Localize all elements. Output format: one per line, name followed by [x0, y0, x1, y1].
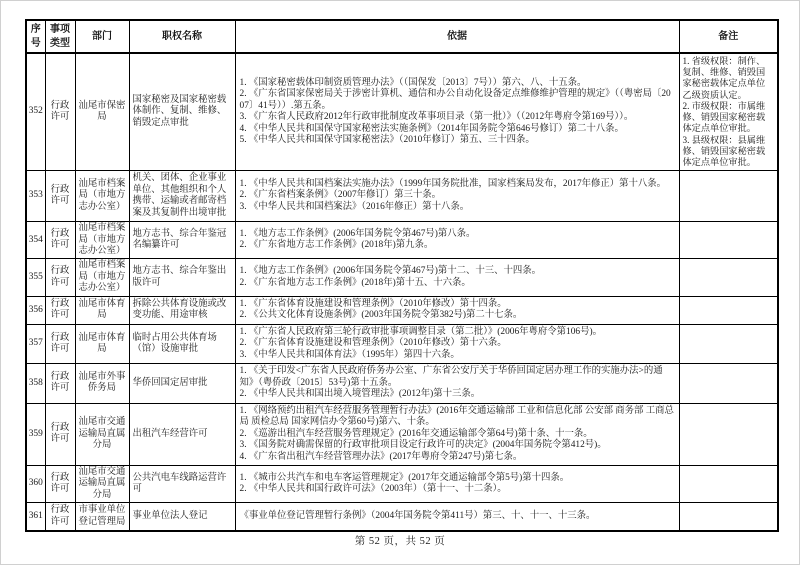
table-row	[26, 364, 778, 403]
cell-department: 汕尾市交通运输局直属分局	[75, 403, 129, 465]
cell-legal-basis	[235, 324, 679, 363]
cell-remarks	[679, 364, 778, 403]
cell-item-type: 行政许可	[45, 364, 75, 403]
cell-remarks-item: 1. 省级权限：制作、复制、维修、销毁国家秘密载体定点单位乙级资质认定。	[682, 56, 766, 100]
table-row	[26, 296, 778, 324]
cell-item-type: 行政许可	[45, 324, 75, 363]
cell-item-type: 行政许可	[45, 296, 75, 324]
cell-authority-name: 事业单位法人登记	[129, 503, 235, 531]
cell-legal-basis-item: 1. 《中华人民共和国档案法实施办法》（1999年国务院批准，国家档案局发布，2017年修正）第十八条。	[239, 178, 667, 189]
table-row	[26, 403, 778, 465]
permits-table	[25, 19, 779, 532]
cell-legal-basis-item: 4. 《广东省出租汽车经营管理办法》(2017年粤府令第247号)第七条。	[239, 451, 523, 462]
cell-remarks	[679, 222, 778, 259]
cell-legal-basis-item: 1. 《关于印发<广东省人民政府侨务办公室、广东省公安厅关于华侨回国定居办理工作的实施办法>的通知》（粤侨政〔2015〕53号)第十五条。	[239, 366, 663, 388]
cell-item-type: 行政许可	[45, 403, 75, 465]
cell-remarks-item: 2. 市级权限：市属维修、销毁国家秘密载体定点单位审批。	[682, 100, 766, 134]
cell-legal-basis-item: 2. 《广东省国家保密局关于涉密计算机、通信和办公自动化设备定点维修维护管理的规定》（（粤密局〔2007〕41号））.第五条。	[239, 89, 671, 111]
col-header-no: 序号	[26, 20, 45, 53]
cell-remarks	[679, 171, 778, 222]
cell-serial-no: 361	[26, 503, 45, 531]
cell-item-type: 行政许可	[45, 503, 75, 531]
cell-legal-basis-item: 1. 《广东省人民政府第三轮行政审批事项调整目录（第二批）》(2006年粤府令第106号)。	[239, 326, 602, 337]
cell-authority-name: 华侨回国定居审批	[129, 364, 235, 403]
cell-serial-no: 353	[26, 171, 45, 222]
cell-remarks	[679, 53, 778, 171]
cell-legal-basis-item: 2. 《中华人民共和国行政许可法》（2003年）（第十一、十二条）。	[239, 484, 507, 495]
cell-legal-basis	[235, 403, 679, 465]
cell-department: 汕尾市体育局	[75, 324, 129, 363]
cell-legal-basis-item: 3. 《中华人民共和国档案法》（2016年修正）第十八条。	[239, 201, 470, 212]
cell-legal-basis	[235, 222, 679, 259]
cell-authority-name: 拆除公共体育设施或改变功能、用途审核	[129, 296, 235, 324]
cell-legal-basis-item: 2. 《广东省地方志工作条例》(2018年)第九条。	[239, 240, 434, 251]
cell-legal-basis-item: 《事业单位登记管理暂行条例》（2004年国务院令第411号）第三、十、十一、十三条。	[239, 511, 596, 522]
cell-remarks-item: 3. 县级权限：县属维修、销毁国家秘密载体定点单位审批。	[682, 134, 766, 167]
cell-legal-basis-item: 3. 《广东省人民政府2012年行政审批制度改革事项目录（第一批）》（（2012年粤府令第169号））。	[239, 112, 634, 123]
cell-item-type: 行政许可	[45, 171, 75, 222]
cell-legal-basis-item: 3. 《国务院对确需保留的行政审批项目设定行政许可的决定》(2004年国务院令第412号)。	[239, 440, 607, 451]
cell-serial-no: 356	[26, 296, 45, 324]
cell-remarks	[679, 259, 778, 296]
cell-serial-no: 354	[26, 222, 45, 259]
cell-authority-name: 国家秘密及国家秘密载体制作、复制、维修、销毁定点审批	[129, 53, 235, 171]
cell-department: 汕尾市档案局（市地方志办公室）	[75, 171, 129, 222]
table-row	[26, 259, 778, 296]
cell-serial-no: 357	[26, 324, 45, 363]
cell-authority-name: 临时占用公共体育场（馆）设施审批	[129, 324, 235, 363]
cell-department: 汕尾市交通运输局直属分局	[75, 465, 129, 502]
cell-item-type: 行政许可	[45, 222, 75, 259]
cell-serial-no: 355	[26, 259, 45, 296]
col-header-notes: 备注	[679, 20, 778, 53]
cell-authority-name: 机关、团体、企业事业单位、其他组织和个人携带、运输或者邮寄档案及其复制件出境审批	[129, 171, 235, 222]
cell-department: 汕尾市外事侨务局	[75, 364, 129, 403]
cell-authority-name: 地方志书、综合年鉴出版许可	[129, 259, 235, 296]
col-header-type: 事项类型	[45, 20, 75, 53]
cell-legal-basis-item: 2. 《广东省体育设施建设和管理条例》（2010年修改）第十六条。	[239, 338, 507, 349]
cell-legal-basis	[235, 296, 679, 324]
cell-remarks	[679, 296, 778, 324]
cell-department: 汕尾市档案局（市地方志办公室）	[75, 222, 129, 259]
cell-department: 汕尾市体育局	[75, 296, 129, 324]
cell-legal-basis	[235, 364, 679, 403]
cell-legal-basis-item: 1. 《城市公共汽车和电车客运管理规定》(2017年交通运输部令第5号)第十四条。	[239, 472, 570, 483]
cell-authority-name: 地方志书、综合年鉴冠名编纂许可	[129, 222, 235, 259]
table-row	[26, 465, 778, 502]
cell-legal-basis-item: 2. 《广东省地方志工作条例》(2018年)第十五、十六条。	[239, 277, 471, 288]
cell-legal-basis-item: 5. 《中华人民共和国保守国家秘密法》（2010年修订）第五、三十四条。	[239, 135, 535, 146]
cell-legal-basis	[235, 503, 679, 531]
cell-serial-no: 360	[26, 465, 45, 502]
table-row	[26, 171, 778, 222]
cell-item-type: 行政许可	[45, 53, 75, 171]
col-header-dept: 部门	[75, 20, 129, 53]
cell-legal-basis-item: 2. 《巡游出租汽车经营服务管理规定》(2016年交通运输部令第64号)第十条、十一条。	[239, 428, 593, 439]
cell-remarks	[679, 503, 778, 531]
cell-department: 汕尾市档案局（市地方志办公室）	[75, 259, 129, 296]
cell-remarks	[679, 324, 778, 363]
col-header-basis: 依据	[235, 20, 679, 53]
table-header-row	[26, 20, 778, 53]
cell-legal-basis-item: 1. 《地方志工作条例》(2006年国务院令第467号)第十二、十三、十四条。	[239, 266, 542, 277]
cell-legal-basis-item: 3. 《中华人民共和国体育法》（1995年）第四十六条。	[239, 349, 460, 360]
cell-legal-basis-item: 1. 《广东省体育设施建设和管理条例》（2010年修改）第十四条。	[239, 298, 507, 309]
cell-serial-no: 359	[26, 403, 45, 465]
page-footer: 第 52 页，共 52 页	[354, 536, 446, 547]
cell-department: 市事业单位登记管理局	[75, 503, 129, 531]
cell-remarks	[679, 403, 778, 465]
table-row	[26, 222, 778, 259]
cell-legal-basis	[235, 171, 679, 222]
cell-legal-basis-item: 2. 《中华人民共和国出境入境管理法》(2012年)第十三条。	[239, 389, 481, 400]
table-row	[26, 53, 778, 171]
cell-legal-basis	[235, 465, 679, 502]
cell-legal-basis-item: 2. 《广东省档案条例》（2007年修订）第三十条。	[239, 190, 442, 201]
col-header-name: 职权名称	[129, 20, 235, 53]
table-row	[26, 503, 778, 531]
cell-legal-basis-item: 4. 《中华人民共和国保守国家秘密法实施条例》（2014年国务院令第646号修订）第二十八条。	[239, 123, 624, 134]
cell-legal-basis	[235, 259, 679, 296]
cell-legal-basis-item: 1. 《地方志工作条例》(2006年国务院令第467号)第八条。	[239, 228, 476, 239]
cell-serial-no: 358	[26, 364, 45, 403]
cell-item-type: 行政许可	[45, 465, 75, 502]
cell-remarks	[679, 465, 778, 502]
cell-item-type: 行政许可	[45, 259, 75, 296]
cell-department: 汕尾市保密局	[75, 53, 129, 171]
table-body	[26, 53, 778, 531]
cell-legal-basis-item: 1. 《网络预约出租汽车经营服务管理暂行办法》(2016年交通运输部 工业和信息化部 公安部 商务部 工商总局 质检总局 国家网信办令第60号)第六、十条。	[239, 405, 674, 428]
cell-legal-basis	[235, 53, 679, 171]
cell-legal-basis-item: 1. 《国家秘密载体印制资质管理办法》（（国保发〔2013〕7号））第六、八、十五条。	[239, 77, 587, 88]
cell-authority-name: 公共汽电车线路运营许可	[129, 465, 235, 502]
cell-authority-name: 出租汽车经营许可	[129, 403, 235, 465]
cell-serial-no: 352	[26, 53, 45, 171]
cell-legal-basis-item: 2. 《公共文化体育设施条例》(2003年国务院令第382号)第二十七条。	[239, 310, 523, 321]
table-row	[26, 324, 778, 363]
